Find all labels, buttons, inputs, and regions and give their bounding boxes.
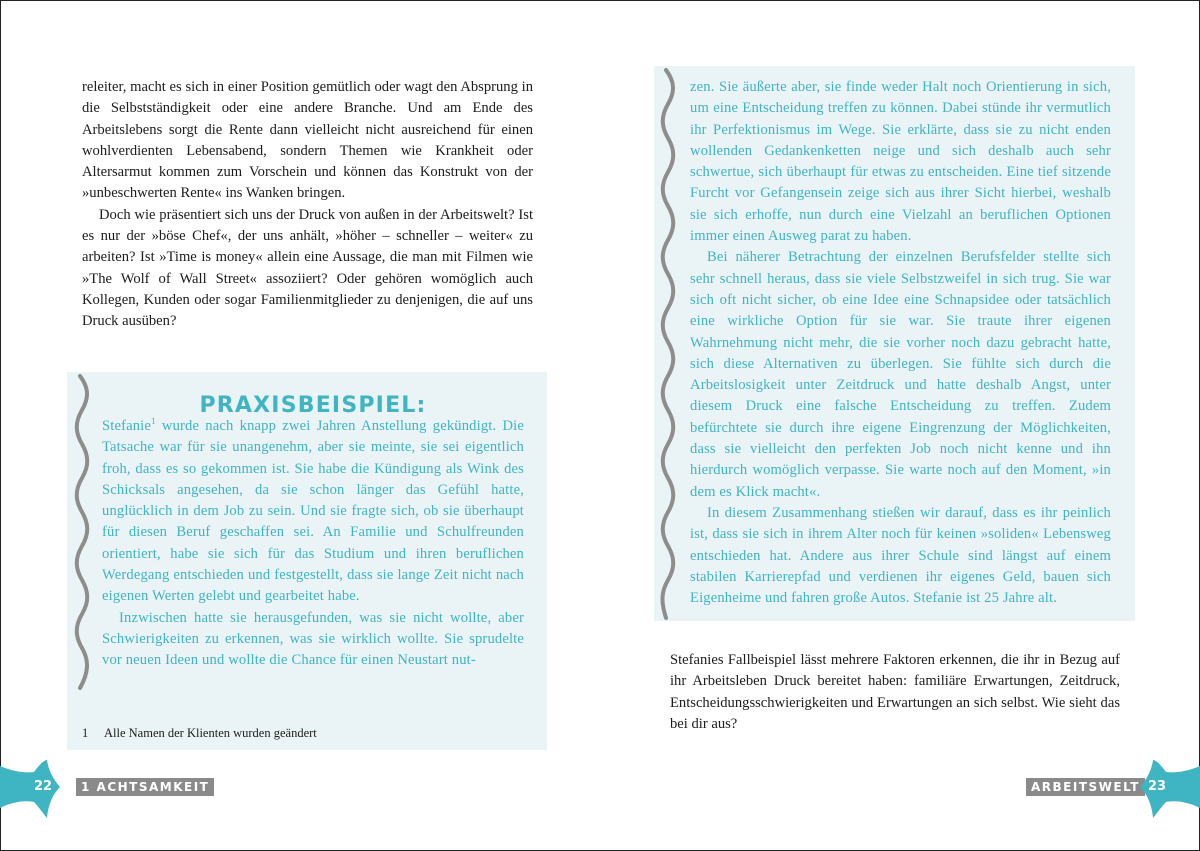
left-box-text [102,416,524,672]
footnote-marker: 1 [151,416,156,427]
right-page [600,0,1200,851]
left-squiggle-border [72,372,92,692]
left-box-paragraph-1 [102,416,524,608]
right-squiggle-border [658,66,678,622]
page-number-left: 22 [33,779,53,794]
right-paragraph-1: Stefanies Fallbeispiel lässt mehrere Faktoren erkennen, die ihr in Bezug auf ihr Arbeitsleben Druck bereitet haben: familiäre Erwartungen, Zeitdruck, Entscheidungsschwierigkeiten und Erwartungen an sich selbst. Wie sieht das bei dir aus? [670,652,1120,732]
right-box-paragraph-2: Bei näherer Betrachtung der einzelnen Berufsfelder stellte sich sehr schnell heraus, dass sie viele Selbstzweifel in sich trug. Sie war sich oft nicht sicher, ob eine Idee eine Schnapsidee oder tatsächlich eine wirkliche Option für sie war. Sie traute ihrer eigenen Wahrnehmung nicht mehr, die sie vorher noch dazu gebracht hatte, sich diese Alternativen zu überlegen. Sie fühlte sich durch die Arbeitslosigkeit unter Zeitdruck und hatte deshalb Angst, unter diesem Druck eine falsche Entscheidung zu treffen. Zudem befürchtete sie durch ihre eigene Eingrenzung der Möglichkeiten, dass sie vielleicht den perfekten Job noch nicht kenne und ihn hierdurch womöglich verpasse. Sie warte noch auf den Moment, »in dem es Klick macht«. [690,249,1111,500]
right-box-paragraph-3: In diesem Zusammenhang stießen wir darauf, dass es ihr peinlich ist, dass sie sich in ihrem Alter noch für keinen »soliden« Lebensweg entschieden hat. Andere aus ihrer Schule sind längst auf einem stabilen Karrierepfad und verdienen ihr eigenes Geld, bauen sich Eigenheime und fahren große Autos. Stefanie ist 25 Jahre alt. [690,504,1111,607]
footnote [82,726,522,741]
left-body-text [82,77,533,333]
praxisbeispiel-title: PRAXISBEISPIEL: [199,393,427,418]
footnote-text: Alle Namen der Klienten wurden geändert [104,726,317,740]
right-box-text [690,77,1111,609]
right-body-text [670,650,1120,735]
right-box-paragraph-1: zen. Sie äußerte aber, sie finde weder Halt noch Orientierung in sich, um eine Entscheidung treffen zu können. Dabei stünde ihr vermutlich ihr Perfektionismus im Wege. Sie erklärte, dass sie zu nicht enden wollenden Gedankenketten neige und sich deshalb auch sehr schwertue, sich überhaupt für etwas zu entscheiden. Eine tief sitzende Furcht vor Gefangensein zeige sich aus ihrer Sicht hierbei, weshalb sie sich erhoffe, nun durch eine Vielzahl an beruflichen Optionen immer einen Ausweg parat zu haben. [690,79,1111,245]
left-paragraph-2: Doch wie präsentiert sich uns der Druck von außen in der Arbeitswelt? Ist es nur der »böse Chef«, der uns anhält, »höher – schneller – weiter« zu arbeiten? Ist »Time is money« allein eine Aussage, die man mit Filmen wie »The Wolf of Wall Street« assoziiert? Oder gehören womöglich auch Kollegen, Kunden oder sogar Familienmitglieder zu denjenigen, die auf uns Druck ausüben? [82,206,533,330]
left-box-paragraph-1-text: wurde nach knapp zwei Jahren Anstellung gekündigt. Die Tatsache war für sie unangenehm, aber sie meinte, sie sei eigentlich froh, dass es so gekommen ist. Sie habe die Kündigung als Wink des Schicksals angesehen, da sie schon länger das Gefühl hatte, unglücklich in dem Job zu sein. Und sie fragte sich, ob sie überhaupt für diesen Beruf geschaffen sei. An Familie und Schulfreunden orientiert, habe sie sich für das Studium und ihren beruflichen Werdegang entschieden und festgestellt, dass sie lange Zeit nicht nach eigenen Werten gelebt und gearbeitet habe. [102,418,524,605]
left-paragraph-1: releiter, macht es sich in einer Position gemütlich oder wagt den Absprung in die Selbstständigkeit oder eine andere Branche. Und am Ende des Arbeitslebens sorgt die Rente dann vielleicht nicht ausreichend für einen wohlverdienten Lebensabend, sondern Themen wie Krankheit oder Altersarmut kommen zum Vorschein und können das Konstrukt von der »unbeschwerten Rente« ins Wanken bringen. [82,79,533,202]
section-tag-left: 1 ACHTSAMKEIT [76,778,214,796]
footnote-number: 1 [82,726,89,740]
page-number-right: 23 [1147,779,1167,794]
section-tag-right: ARBEITSWELT [1026,778,1145,796]
left-box-paragraph-2: Inzwischen hatte sie herausgefunden, was sie nicht wollte, aber Schwierigkeiten zu erkennen, was sie wirklich wollte. Sie sprudelte vor neuen Ideen und wollte die Chance für einen Neustart nut- [102,609,524,669]
client-name: Stefanie [102,418,152,434]
